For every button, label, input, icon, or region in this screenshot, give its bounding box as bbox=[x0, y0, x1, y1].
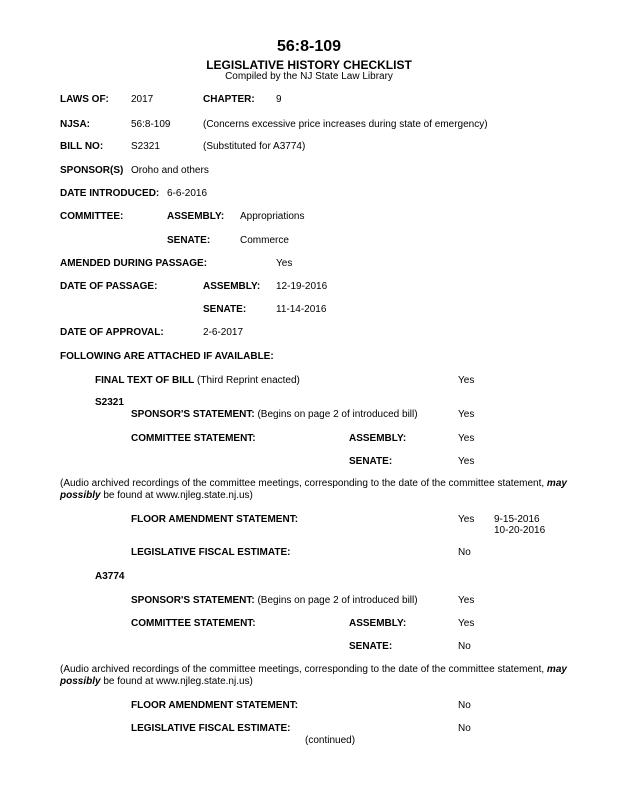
a3774-audio-note-b: be found at www.njleg.state.nj.us) bbox=[100, 676, 253, 687]
passage-assembly-label: ASSEMBLY: bbox=[203, 281, 261, 292]
njsa-label: NJSA: bbox=[60, 119, 91, 130]
amended-label: AMENDED DURING PASSAGE: bbox=[60, 258, 208, 269]
committee-senate-value: Commerce bbox=[240, 235, 289, 246]
compiled-by: Compiled by the NJ State Law Library bbox=[225, 71, 393, 82]
committee-label: COMMITTEE: bbox=[60, 211, 124, 222]
a3774-sponsor-statement-label: SPONSOR'S STATEMENT: bbox=[131, 595, 255, 606]
s2321-floor-amendment-value: Yes bbox=[458, 514, 475, 525]
final-text-label: FINAL TEXT OF BILL bbox=[95, 375, 195, 386]
a3774-committee-assembly-value: Yes bbox=[458, 618, 475, 629]
a3774-floor-amendment-label: FLOOR AMENDMENT STATEMENT: bbox=[131, 700, 299, 711]
final-text-row bbox=[95, 375, 300, 387]
s2321-fiscal-estimate-label: LEGISLATIVE FISCAL ESTIMATE: bbox=[131, 547, 291, 558]
s2321-fiscal-estimate-value: No bbox=[458, 547, 471, 558]
s2321-committee-senate-label: SENATE: bbox=[349, 456, 393, 467]
bill-no-note: (Substituted for A3774) bbox=[203, 141, 306, 152]
a3774-fiscal-estimate-label: LEGISLATIVE FISCAL ESTIMATE: bbox=[131, 723, 291, 734]
s2321-sponsor-statement-row bbox=[131, 409, 418, 421]
laws-of-label: LAWS OF: bbox=[60, 94, 109, 105]
a3774-heading: A3774 bbox=[95, 571, 125, 582]
a3774-committee-senate-label: SENATE: bbox=[349, 641, 393, 652]
a3774-audio-note-a: (Audio archived recordings of the committee meetings, corresponding to the date of the committee statement, bbox=[60, 664, 547, 675]
amended-value: Yes bbox=[276, 258, 293, 269]
attached-heading: FOLLOWING ARE ATTACHED IF AVAILABLE: bbox=[60, 351, 274, 362]
approval-value: 2-6-2017 bbox=[203, 327, 244, 338]
final-text-note: (Third Reprint enacted) bbox=[197, 375, 300, 386]
s2321-sponsor-statement-label: SPONSOR'S STATEMENT: bbox=[131, 409, 255, 420]
committee-senate-label: SENATE: bbox=[167, 235, 211, 246]
page-title: 56:8-109 bbox=[276, 38, 342, 55]
s2321-heading: S2321 bbox=[95, 397, 124, 408]
chapter-value: 9 bbox=[276, 94, 282, 105]
committee-assembly-value: Appropriations bbox=[240, 211, 305, 222]
chapter-label: CHAPTER: bbox=[203, 94, 255, 105]
laws-of-value: 2017 bbox=[131, 94, 154, 105]
page-subtitle: LEGISLATIVE HISTORY CHECKLIST bbox=[206, 58, 412, 72]
a3774-sponsor-statement-row bbox=[131, 595, 418, 607]
bill-no-label: BILL NO: bbox=[60, 141, 104, 152]
s2321-floor-amendment-date2: 10-20-2016 bbox=[494, 525, 546, 536]
s2321-committee-statement-label: COMMITTEE STATEMENT: bbox=[131, 433, 256, 444]
njsa-value: 56:8-109 bbox=[131, 119, 171, 130]
a3774-floor-amendment-value: No bbox=[458, 700, 471, 711]
s2321-sponsor-statement-note: (Begins on page 2 of introduced bill) bbox=[257, 409, 418, 420]
bill-no-value: S2321 bbox=[131, 141, 160, 152]
s2321-audio-note-a: (Audio archived recordings of the committee meetings, corresponding to the date of the committee statement, bbox=[60, 478, 547, 489]
final-text-value: Yes bbox=[458, 375, 475, 386]
s2321-audio-note-b: be found at www.njleg.state.nj.us) bbox=[100, 490, 253, 501]
sponsor-value: Oroho and others bbox=[131, 165, 209, 176]
a3774-fiscal-estimate-value: No bbox=[458, 723, 471, 734]
s2321-sponsor-statement-value: Yes bbox=[458, 409, 475, 420]
sponsor-label: SPONSOR(S) bbox=[60, 165, 124, 176]
passage-senate-label: SENATE: bbox=[203, 304, 247, 315]
passage-label: DATE OF PASSAGE: bbox=[60, 281, 158, 292]
s2321-committee-assembly-value: Yes bbox=[458, 433, 475, 444]
a3774-audio-note-emph: may possibly bbox=[60, 664, 567, 687]
approval-label: DATE OF APPROVAL: bbox=[60, 327, 164, 338]
s2321-floor-amendment-label: FLOOR AMENDMENT STATEMENT: bbox=[131, 514, 299, 525]
a3774-committee-statement-label: COMMITTEE STATEMENT: bbox=[131, 618, 256, 629]
s2321-floor-amendment-date1: 9-15-2016 bbox=[494, 514, 540, 525]
passage-assembly-value: 12-19-2016 bbox=[276, 281, 328, 292]
a3774-audio-note bbox=[60, 664, 605, 688]
date-introduced-value: 6-6-2016 bbox=[167, 188, 208, 199]
a3774-sponsor-statement-note: (Begins on page 2 of introduced bill) bbox=[257, 595, 418, 606]
s2321-committee-assembly-label: ASSEMBLY: bbox=[349, 433, 407, 444]
date-introduced-label: DATE INTRODUCED: bbox=[60, 188, 160, 199]
a3774-committee-senate-value: No bbox=[458, 641, 471, 652]
continued-note: (continued) bbox=[305, 735, 356, 746]
njsa-note: (Concerns excessive price increases during state of emergency) bbox=[203, 119, 488, 130]
a3774-committee-assembly-label: ASSEMBLY: bbox=[349, 618, 407, 629]
committee-assembly-label: ASSEMBLY: bbox=[167, 211, 225, 222]
s2321-audio-note bbox=[60, 478, 605, 502]
passage-senate-value: 11-14-2016 bbox=[276, 304, 327, 315]
s2321-audio-note-emph: may possibly bbox=[60, 478, 567, 501]
a3774-sponsor-statement-value: Yes bbox=[458, 595, 475, 606]
s2321-committee-senate-value: Yes bbox=[458, 456, 475, 467]
